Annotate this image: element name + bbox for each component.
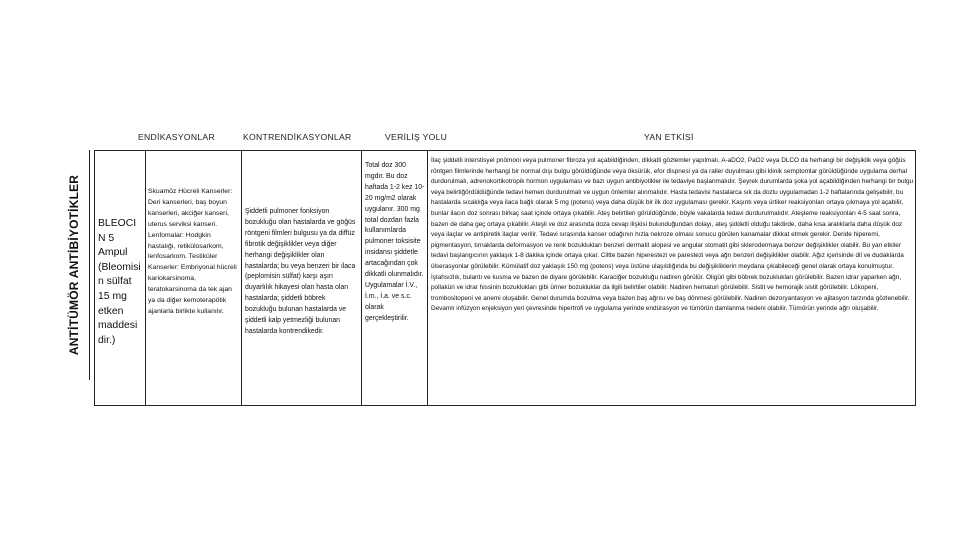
- contraindications-cell: [241, 151, 361, 405]
- indications-text: Skuamöz Hücreli Kanserler: Deri kanserleri, baş boyun kanserleri, akciğer kanseri, uterus serviksi kanseri. Lenfomalar: Hodgkin hastalığı, retikülosarkom, lenfosarkom. Testiküler Kanserler: Embriyonal hücreli kariokarsinoma, teratokarsinoma da tek ajan ya da diğer kemoterapötik ajanlarla birlikte kullanılır.: [148, 188, 237, 315]
- section-title-text: ANTİTÜMÖR ANTİBİYOTİKLER: [67, 174, 81, 356]
- section-title-vertical: [62, 150, 86, 380]
- drug-name-text: BLEOCIN 5 Ampul (Bleomisin sülfat 15 mg etken maddesidir.): [98, 218, 141, 346]
- header-side-effects: YAN ETKİSİ: [644, 132, 694, 142]
- indications-cell: [145, 151, 241, 405]
- drug-table: [94, 150, 916, 406]
- header-administration: VERİLİŞ YOLU: [385, 132, 448, 142]
- side-effects-text: İlaç şiddetli interstisyel pnömoni veya pulmoner fibroza yol açabildiğinden, dikkatli gözlemler yapılmalı, A-aDO2, PaO2 veya DLCO da herhangi bir değişiklik veya göğüs röntgen filmlerinde herhangi bir normal dışı bulgu görüldüğünde veya öksürük, efor dispnesi ya da raller duyulması gibi klinik semptomlar görüldüğünde uygulama derhal durdurulmalı, adrenokortikotropik hormon uygulaması ve bazı uygun antibiyotikler ile tedaviye başlanmalıdır. Şeyrek durumlarda şoka yol açabildiğinden herhangi bir bulgu veya belirtiğördüldüğünde tedavi hemen durdurulmalı ve uygun önlemler alınmalıdır. Hasta tedavisi hastalarca sık da dozlu uygulamadan 1-2 haftalarında gelişebilir, bu hastalarda sıcaklığa veya ilaca bağlı olarak 5 mg (potens) veya daha düşük bir ilk doz uygulaması gerekir. Kaşıntı veya ürtiker reaksiyonları ortaya çıkmaya yol açabilir, bunlar ilacın doz sonrası birkaç saat içinde ortaya çıkabilir. Ateş belirtileri görüldüğünde, böyle vakalarda tedavi durdurulmalıdır. Ateşleme reaksiyonları 4-5 saat sonra, bazen de daha geç ortaya çıkabilir. Ateşli ve doz arasında doza cevap ilişkisi bulunduğundan dolayı, ateş şiddetli olduğu takdirde, daha kısa aralıklarla daha düşük doz veya ilaçlar ve antipiretik ilaçlar verilir. Tedavi sırasında kanser odağının hızla nekroze olması sonucu görülen kanamalar dikkat etmek gerekir. Deride hiperemi, pigmentasyon, tırnaklarda deformasyon ve renk bozuklukları benzeri dermatit alopesi ve angular stomatit gibi sklerodermaya benzer değişiklikler olabilir. Bu yan etkiler tedavi başlangıcının yaklaşık 1-8 dakika içinde ortaya çıkar. Ciltte bazen hiperestezi ve parestezi veya ağrı benzeri değişiklikler olabilir. Ağız içerisinde dil ve dudaklarda ülserasyonlar görülebilir. Kümülatif doz yaklaşık 150 mg (potens) veya üstüne ulaşıldığında bu değişikliklerin meydana çıkabileceği genel olarak ortaya konulmuştur. İştahsızlık, bulantı ve kusma ve bazen de diyare görülebilir. Karaciğer bozukluğu nadiren görülür. Oligüri gibi böbrek bozuklukları görülebilir. Bazen idrar yaparken ağrı, pollaküri ve idrar hissinin bozuklukları gibi üriner bozukluklar da ilgili belirtiler olabilir. Nadiren hematuri görülebilir. Sistit ve hemorajik sistit görülebilir. Lökopeni, trombositopeni ve anemi oluşabilir. Genel durumda bozulma veya bazen baş ağrısı ve baş dönmesi görülebilir. Nadiren dezoryantasyon ve ajitasyon tarzında gözlenebilir. Devamlı infüzyon enjeksiyon yeri çevresinde hipertrofi ve uygulama yerinde endürasyon ve tümörün damlanma nedeni olabilir. Tümörün yerinde ağrı oluşabilir.: [431, 157, 914, 313]
- side-effects-cell: [427, 151, 917, 405]
- drug-name-cell: [95, 151, 145, 405]
- administration-text: Total doz 300 mgdır. Bu doz haftada 1-2 kez 10-20 mg/m2 olarak uygulanır. 300 mg total dozdan fazla kullanımlarda pulmoner toksisite insidansı şiddetle artacağından çok dikkatli olunmalıdır. Uygulamalar İ.V., İ.m., İ.a. ve s.c. olarak gerçekleştirilir.: [365, 162, 425, 322]
- header-contraindications: KONTRENDİKASYONLAR: [243, 132, 352, 142]
- contraindications-text: Şiddetli pulmoner fonksiyon bozukluğu olan hastalarda ve göğüs röntgeni filmleri bulgusu ya da diffüz fibrotik değişiklikler veya diğer herhangi değişiklikler olan hastalarda; bu veya benzeri bir ilaca (peplomisin sülfat) karşı aşırı duyarlılık hikayesi olan hasta olan hastalarda; şiddetli böbrek bozukluğu bulunan hastalarda ve şiddetli kalp yetmezliği bulunan hastalarda kontrendikedir.: [245, 208, 356, 335]
- header-indications: ENDİKASYONLAR: [138, 132, 215, 142]
- administration-cell: [361, 151, 427, 405]
- section-divider: [89, 150, 90, 380]
